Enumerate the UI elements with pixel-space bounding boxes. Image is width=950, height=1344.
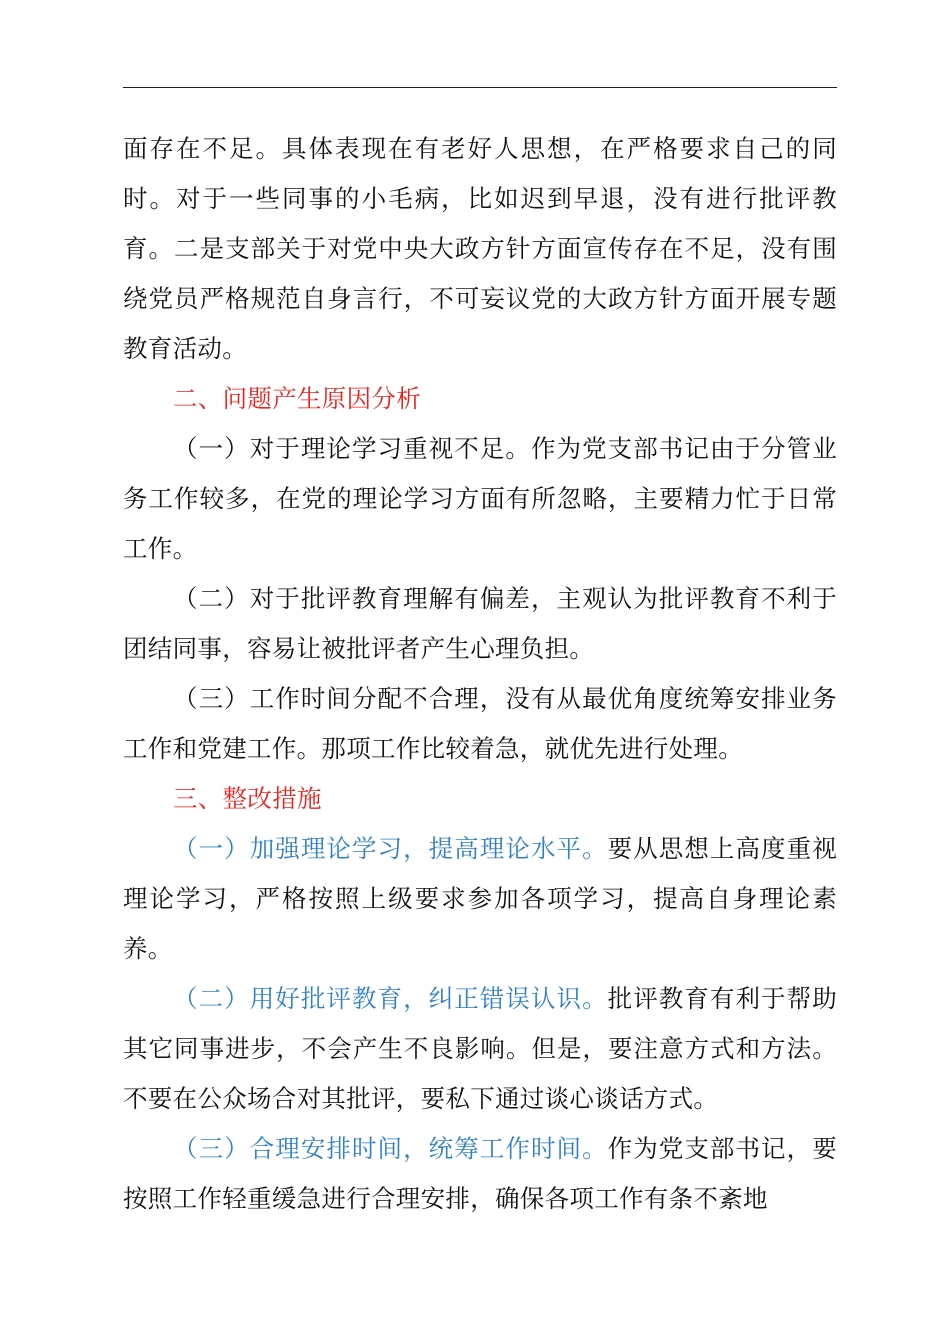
measure-item-3 [123, 1124, 837, 1224]
header-rule [123, 87, 837, 88]
cause-item-3: （三）工作时间分配不合理，没有从最优角度统筹安排业务工作和党建工作。那项工作比较着急，就优先进行处理。 [123, 684, 837, 763]
continuation-paragraph: 面存在不足。具体表现在有老好人思想，在严格要求自己的同时。对于一些同事的小毛病，比如迟到早退，没有进行批评教育。二是支部关于对党中央大政方针方面宣传存在不足，没有围绕党员严格规范自身言行，不可妄议党的大政方针方面开展专题教育活动。 [123, 134, 837, 363]
section-three-heading: 三、整改措施 [173, 784, 322, 813]
document-body [123, 124, 837, 1224]
section-two-heading: 二、问题产生原因分析 [173, 384, 421, 413]
measure-item-3-lead: （三）合理安排时间，统筹工作时间。 [173, 1134, 608, 1163]
measure-item-1-body: 要从思想上高度重视理论学习，严格按照上级要求参加各项学习，提高自身理论素养。 [123, 834, 837, 963]
measure-item-3-body: 作为党支部书记，要按照工作轻重缓急进行合理安排，确保各项工作有条不紊地 [123, 1134, 837, 1213]
cause-item-1: （一）对于理论学习重视不足。作为党支部书记由于分管业务工作较多，在党的理论学习方面有所忽略，主要精力忙于日常工作。 [123, 434, 837, 563]
measure-item-1 [123, 824, 837, 974]
measure-item-2 [123, 974, 837, 1124]
measure-item-2-body: 批评教育有利于帮助其它同事进步，不会产生不良影响。但是，要注意方式和方法。不要在公众场合对其批评，要私下通过谈心谈话方式。 [123, 984, 837, 1113]
measure-item-2-lead: （二）用好批评教育，纠正错误认识。 [173, 984, 608, 1013]
cause-item-2: （二）对于批评教育理解有偏差，主观认为批评教育不利于团结同事，容易让被批评者产生心理负担。 [123, 584, 837, 663]
measure-item-1-lead: （一）加强理论学习，提高理论水平。 [173, 834, 608, 863]
